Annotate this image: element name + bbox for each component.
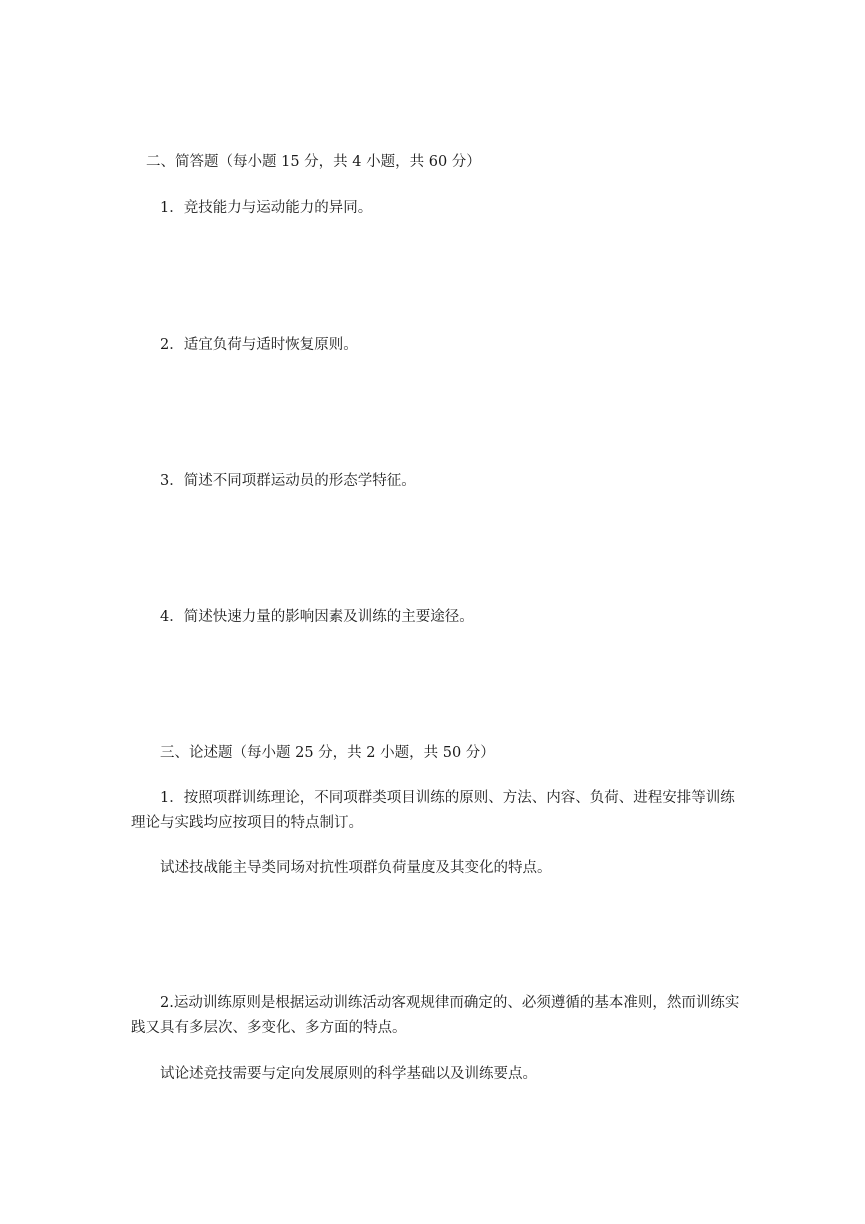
essay-question-1-stem: 1．按照项群训练理论，不同项群类项目训练的原则、方法、内容、负荷、进程安排等训练理论与实践均应按项目的特点制订。 [131,790,735,831]
short-answer-question-3: 3．简述不同项群运动员的形态学特征。 [160,473,416,489]
short-answer-question-4: 4．简述快速力量的影响因素及训练的主要途径。 [160,609,474,625]
essay-question-1-prompt: 试述技战能主导类同场对抗性项群负荷量度及其变化的特点。 [160,860,552,876]
essay-question-2-prompt: 试论述竞技需要与定向发展原则的科学基础以及训练要点。 [160,1066,537,1082]
essay-question-2-stem: 2.运动训练原则是根据运动训练活动客观规律而确定的、必须遵循的基本准则，然而训练实践又具有多层次、多变化、多方面的特点。 [131,995,740,1036]
short-answer-question-1: 1．竞技能力与运动能力的异同。 [160,200,373,216]
section-heading-short-answer: 二、简答题（每小题 15 分，共 4 小题，共 60 分） [146,154,481,170]
section-heading-essay: 三、论述题（每小题 25 分，共 2 小题，共 50 分） [160,745,495,761]
short-answer-question-2: 2．适宜负荷与适时恢复原则。 [160,337,358,353]
